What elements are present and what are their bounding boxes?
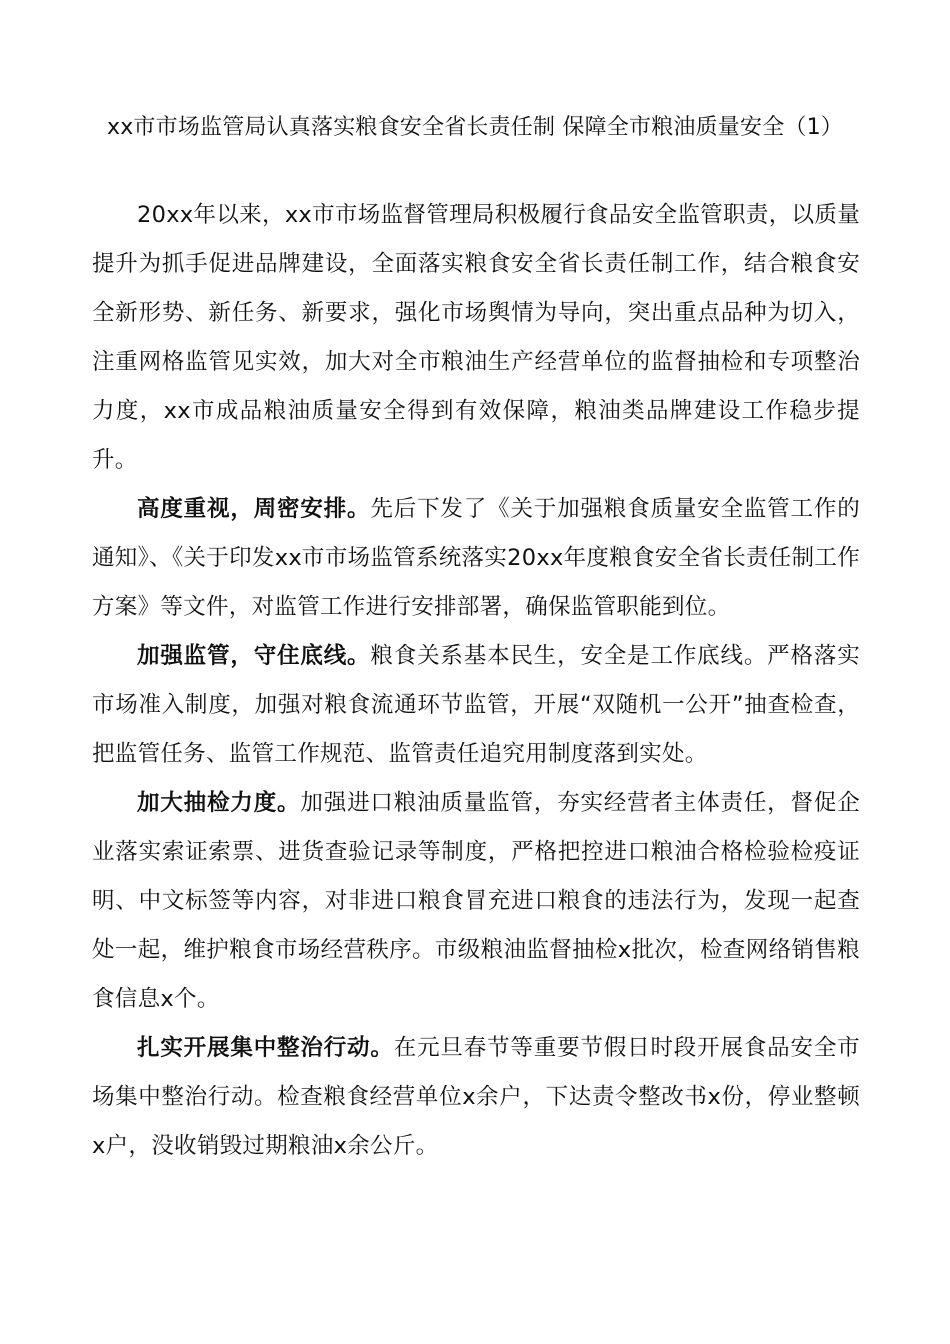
- paragraph-lead: 扎实开展集中整治行动。: [137, 1035, 394, 1061]
- document-title: xx市市场监管局认真落实粮食安全省长责任制 保障全市粮油质量安全（1）: [106, 115, 844, 140]
- paragraph-text: 粮食关系基本民生，安全是工作底线。严格落实市场准入制度，加强对粮食流通环节监管，开展“双随机一公开”抽查检查，把监管任务、监管工作规范、监管责任追究用制度落到实处。: [92, 643, 860, 767]
- paragraph-attention: [92, 485, 860, 632]
- paragraph-lead: 加强监管，守住底线。: [137, 643, 371, 669]
- paragraph-sampling: [92, 779, 860, 1024]
- paragraph-supervision: [92, 632, 860, 779]
- paragraph-intro: [92, 191, 860, 485]
- paragraph-text: 20xx年以来，xx市市场监督管理局积极履行食品安全监管职责，以质量提升为抓手促进品牌建设，全面落实粮食安全省长责任制工作，结合粮食安全新形势、新任务、新要求，强化市场舆情为导向，突出重点品种为切入，注重网格监管见实效，加大对全市粮油生产经营单位的监督抽检和专项整治力度，xx市成品粮油质量安全得到有效保障，粮油类品牌建设工作稳步提升。: [92, 202, 860, 473]
- paragraph-rectification: [92, 1024, 860, 1171]
- paragraph-text: 加强进口粮油质量监管，夯实经营者主体责任，督促企业落实索证索票、进货查验记录等制度，严格把控进口粮油合格检验检疫证明、中文标签等内容，对非进口粮食冒充进口粮食的违法行为，发现一起查处一起，维护粮食市场经营秩序。市级粮油监督抽检x批次，检查网络销售粮食信息x个。: [92, 790, 861, 1012]
- paragraph-lead: 加大抽检力度。: [137, 790, 301, 816]
- paragraph-lead: 高度重视，周密安排。: [137, 496, 371, 522]
- paragraph-text: 先后下发了《关于加强粮食质量安全监管工作的通知》、《关于印发xx市市场监管系统落实20xx年度粮食安全省长责任制工作方案》等文件，对监管工作进行安排部署，确保监管职能到位。: [92, 496, 860, 620]
- document-body: [92, 191, 860, 1171]
- paragraph-text: 在元旦春节等重要节假日时段开展食品安全市场集中整治行动。检查粮食经营单位x余户，下达责令整改书x份，停业整顿x户，没收销毁过期粮油x余公斤。: [92, 1035, 860, 1159]
